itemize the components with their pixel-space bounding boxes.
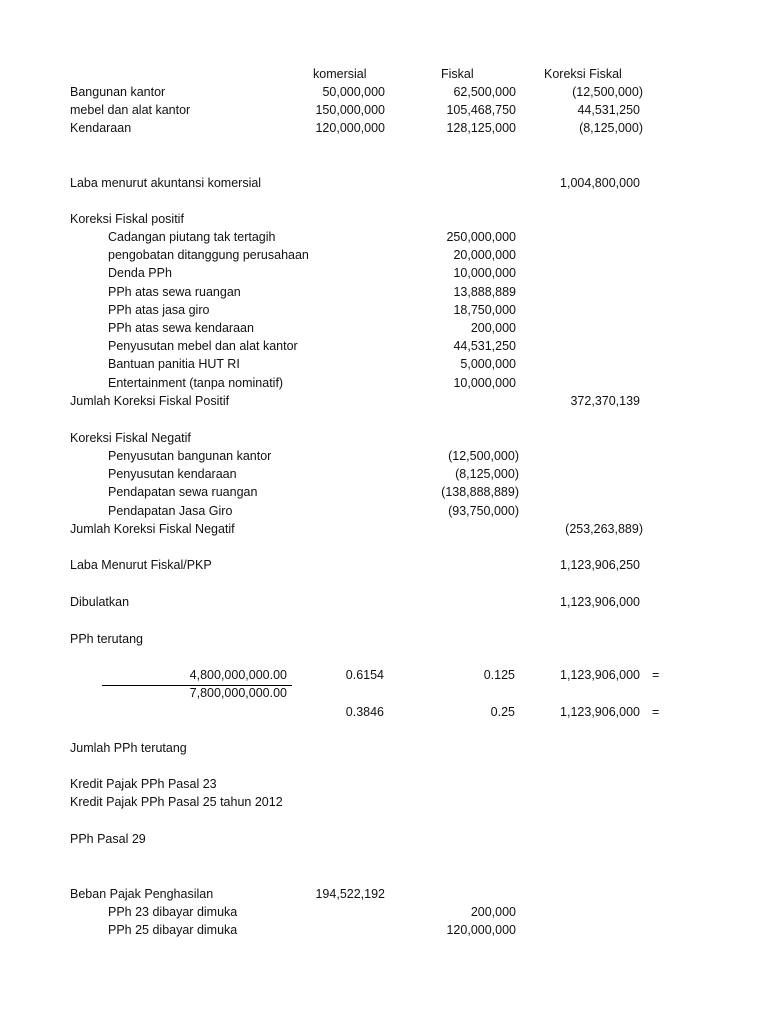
asset-komersial: 150,000,000 [315, 103, 385, 117]
koreksi-positif-item-label: Cadangan piutang tak tertagih [108, 230, 276, 244]
koreksi-positif-title: Koreksi Fiskal positif [70, 212, 184, 226]
laba-komersial-value: 1,004,800,000 [560, 176, 640, 190]
asset-fiskal: 105,468,750 [446, 103, 516, 117]
beban-item-label: PPh 23 dibayar dimuka [108, 905, 238, 919]
asset-komersial: 120,000,000 [315, 121, 385, 135]
koreksi-positif-item-value: 200,000 [470, 321, 516, 335]
dibulatkan-label: Dibulatkan [70, 595, 130, 609]
koreksi-positif-item-value: 20,000,000 [453, 248, 516, 262]
header-koreksi-fiskal: Koreksi Fiskal [544, 67, 622, 81]
beban-item-label: PPh 25 dibayar dimuka [108, 923, 238, 937]
koreksi-negatif-item-value: (138,888,889) [441, 485, 519, 499]
laba-fiskal-value: 1,123,906,250 [560, 558, 640, 572]
koreksi-negatif-item-label: Pendapatan Jasa Giro [108, 504, 233, 518]
rate-value: 0.125 [483, 668, 515, 682]
koreksi-positif-item-label: pengobatan ditanggung perusahaan [108, 248, 309, 262]
rate-value: 0.25 [490, 705, 515, 719]
jumlah-pph-terutang: Jumlah PPh terutang [70, 741, 187, 755]
asset-label: Bangunan kantor [70, 85, 166, 99]
koreksi-positif-item-value: 44,531,250 [453, 339, 516, 353]
base-value: 1,123,906,000 [560, 705, 640, 719]
asset-koreksi: 44,531,250 [577, 103, 640, 117]
koreksi-negatif-item-value: (12,500,000) [448, 449, 519, 463]
ratio-value: 0.3846 [345, 705, 384, 719]
header-fiskal: Fiskal [441, 67, 474, 81]
koreksi-positif-item-value: 10,000,000 [453, 376, 516, 390]
laba-fiskal-label: Laba Menurut Fiskal/PKP [70, 558, 212, 572]
koreksi-negatif-total-label: Jumlah Koreksi Fiskal Negatif [70, 522, 235, 536]
dibulatkan-value: 1,123,906,000 [560, 595, 640, 609]
koreksi-negatif-item-label: Penyusutan kendaraan [108, 467, 237, 481]
koreksi-negatif-total: (253,263,889) [565, 522, 643, 536]
koreksi-positif-total: 372,370,139 [570, 394, 640, 408]
beban-pajak-label: Beban Pajak Penghasilan [70, 887, 214, 901]
koreksi-positif-item-value: 18,750,000 [453, 303, 516, 317]
pph-terutang-title: PPh terutang [70, 632, 143, 646]
koreksi-positif-item-label: Denda PPh [108, 266, 172, 280]
asset-fiskal: 128,125,000 [446, 121, 516, 135]
koreksi-positif-item-label: PPh atas jasa giro [108, 303, 210, 317]
beban-pajak-value: 194,522,192 [315, 887, 385, 901]
ratio-value: 0.6154 [345, 668, 384, 682]
kredit-pajak-23: Kredit Pajak PPh Pasal 23 [70, 777, 217, 791]
fraction-numerator: 4,800,000,000.00 [189, 668, 287, 682]
koreksi-positif-item-label: PPh atas sewa kendaraan [108, 321, 254, 335]
kredit-pajak-25: Kredit Pajak PPh Pasal 25 tahun 2012 [70, 795, 283, 809]
base-value: 1,123,906,000 [560, 668, 640, 682]
beban-item-value: 200,000 [470, 905, 516, 919]
asset-koreksi: (12,500,000) [572, 85, 643, 99]
koreksi-negatif-title: Koreksi Fiskal Negatif [70, 431, 191, 445]
asset-komersial: 50,000,000 [322, 85, 385, 99]
koreksi-positif-item-value: 10,000,000 [453, 266, 516, 280]
koreksi-positif-item-label: Entertainment (tanpa nominatif) [108, 376, 284, 390]
asset-fiskal: 62,500,000 [453, 85, 516, 99]
pph-pasal-29: PPh Pasal 29 [70, 832, 146, 846]
koreksi-positif-item-value: 13,888,889 [453, 285, 516, 299]
koreksi-positif-total-label: Jumlah Koreksi Fiskal Positif [70, 394, 230, 408]
koreksi-negatif-item-label: Pendapatan sewa ruangan [108, 485, 258, 499]
equals-sign: = [652, 705, 660, 719]
koreksi-positif-item-label: Penyusutan mebel dan alat kantor [108, 339, 298, 353]
asset-koreksi: (8,125,000) [579, 121, 643, 135]
koreksi-positif-item-value: 250,000,000 [446, 230, 516, 244]
laba-komersial-label: Laba menurut akuntansi komersial [70, 176, 262, 190]
koreksi-negatif-item-value: (8,125,000) [455, 467, 519, 481]
asset-label: Kendaraan [70, 121, 132, 135]
header-komersial: komersial [313, 67, 367, 81]
asset-label: mebel dan alat kantor [70, 103, 191, 117]
koreksi-negatif-item-value: (93,750,000) [448, 504, 519, 518]
equals-sign: = [652, 668, 660, 682]
koreksi-positif-item-value: 5,000,000 [460, 357, 516, 371]
koreksi-positif-item-label: PPh atas sewa ruangan [108, 285, 241, 299]
fraction-denominator: 7,800,000,000.00 [189, 686, 287, 700]
koreksi-negatif-item-label: Penyusutan bangunan kantor [108, 449, 272, 463]
koreksi-positif-item-label: Bantuan panitia HUT RI [108, 357, 240, 371]
beban-item-value: 120,000,000 [446, 923, 516, 937]
